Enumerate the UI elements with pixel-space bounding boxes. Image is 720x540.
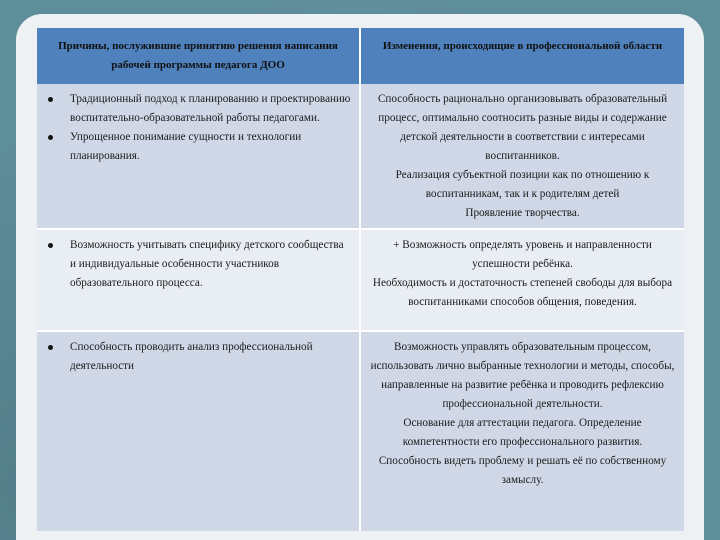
changes-text: Возможность управлять образовательным процессом, использовать лично выбранные технологии и методы, способы, направленные на развитие ребёнка и проводить рефлексию профессиональной деятельности. xyxy=(370,341,675,410)
changes-text: Проявление творчества. xyxy=(465,207,580,219)
changes-text: Способность рационально организовывать образовательный процесс, оптимально соотносить разные виды и содержание детской деятельности в соответствии с интересами воспитанников. xyxy=(377,93,668,162)
bullet-dot-icon xyxy=(48,243,53,248)
list-item xyxy=(45,90,351,128)
table-row xyxy=(37,228,684,330)
changes-cell xyxy=(361,84,684,228)
list-item-text: Упрощенное понимание сущности и технологии планирования. xyxy=(70,131,302,162)
comparison-table-container xyxy=(37,28,684,522)
changes-cell xyxy=(361,228,684,330)
list-item xyxy=(45,236,351,293)
header-reasons: Причины, послужившие принятию решения написания рабочей программы педагога ДОО xyxy=(37,28,361,84)
changes-text: Способность видеть проблему и решать её по собственному замыслу. xyxy=(378,455,667,486)
reasons-list xyxy=(45,236,351,293)
list-item xyxy=(45,128,351,166)
reasons-cell xyxy=(37,84,361,228)
list-item-text: Традиционный подход к планированию и проектированию воспитательно-образовательной работы педагогами. xyxy=(70,93,351,124)
changes-text: + Возможность определять уровень и направленности успешности ребёнка. xyxy=(393,239,652,270)
list-item xyxy=(45,338,351,376)
table-row xyxy=(37,330,684,531)
bullet-dot-icon xyxy=(48,345,53,350)
changes-text: Необходимость и достаточность степеней свободы для выбора воспитанниками способов общения, поведения. xyxy=(372,277,673,308)
table-header-row xyxy=(37,28,684,84)
bullet-dot-icon xyxy=(48,97,53,102)
reasons-cell xyxy=(37,330,361,531)
table-row xyxy=(37,84,684,228)
changes-text: Основание для аттестации педагога. Определение компетентности его профессионального развития. xyxy=(402,417,643,448)
changes-text: Реализация субъектной позиции как по отношению к воспитанникам, так и к родителям детей xyxy=(395,169,650,200)
list-item-text: Возможность учитывать специфику детского сообщества и индивидуальные особенности участников образовательного процесса. xyxy=(70,239,344,289)
comparison-table xyxy=(37,28,684,531)
reasons-list xyxy=(45,338,351,376)
reasons-cell xyxy=(37,228,361,330)
reasons-list xyxy=(45,90,351,166)
header-changes: Изменения, происходящие в профессиональной области xyxy=(361,28,684,84)
bullet-dot-icon xyxy=(48,135,53,140)
list-item-text: Способность проводить анализ профессиональной деятельности xyxy=(70,341,313,372)
changes-cell xyxy=(361,330,684,531)
